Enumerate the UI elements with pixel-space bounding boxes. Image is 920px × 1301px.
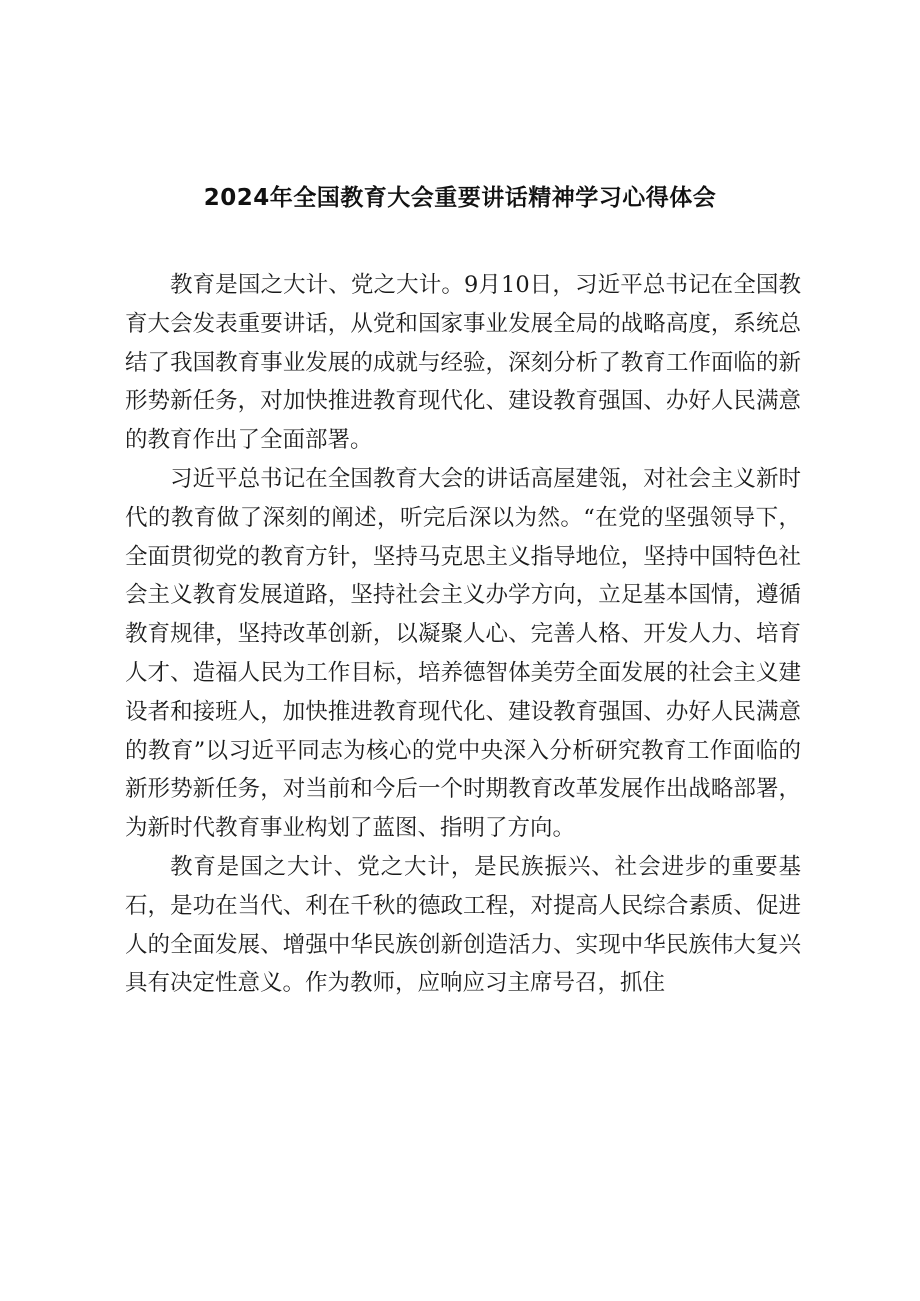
paragraph-1: 教育是国之大计、党之大计。9月10日，习近平总书记在全国教育大会发表重要讲话，从党和国家事业发展全局的战略高度，系统总结了我国教育事业发展的成就与经验，深刻分析了教育工作面临的新形势新任务，对加快推进教育现代化、建设教育强国、办好人民满意的教育作出了全面部署。: [125, 272, 801, 454]
paragraph-2: 习近平总书记在全国教育大会的讲话高屋建瓴，对社会主义新时代的教育做了深刻的阐述，听完后深以为然。“在党的坚强领导下，全面贯彻党的教育方针，坚持马克思主义指导地位，坚持中国特色社会主义教育发展道路，坚持社会主义办学方向，立足基本国情，遵循教育规律，坚持改革创新，以凝聚人心、完善人格、开发人力、培育人才、造福人民为工作目标，培养德智体美劳全面发展的社会主义建设者和接班人，加快推进教育现代化、建设教育强国、办好人民满意的教育”以习近平同志为核心的党中央深入分析研究教育工作面临的新形势新任务，对当前和今后一个时期教育改革发展作出战略部署，为新时代教育事业构划了蓝图、指明了方向。: [125, 465, 801, 842]
document-title: 2024年全国教育大会重要讲话精神学习心得体会: [203, 185, 717, 211]
document-body: [125, 266, 801, 1003]
paragraph-3: 教育是国之大计、党之大计，是民族振兴、社会进步的重要基石，是功在当代、利在千秋的德政工程，对提高人民综合素质、促进人的全面发展、增强中华民族创新创造活力、实现中华民族伟大复兴具有决定性意义。作为教师，应响应习主席号召，抓住: [125, 853, 801, 997]
